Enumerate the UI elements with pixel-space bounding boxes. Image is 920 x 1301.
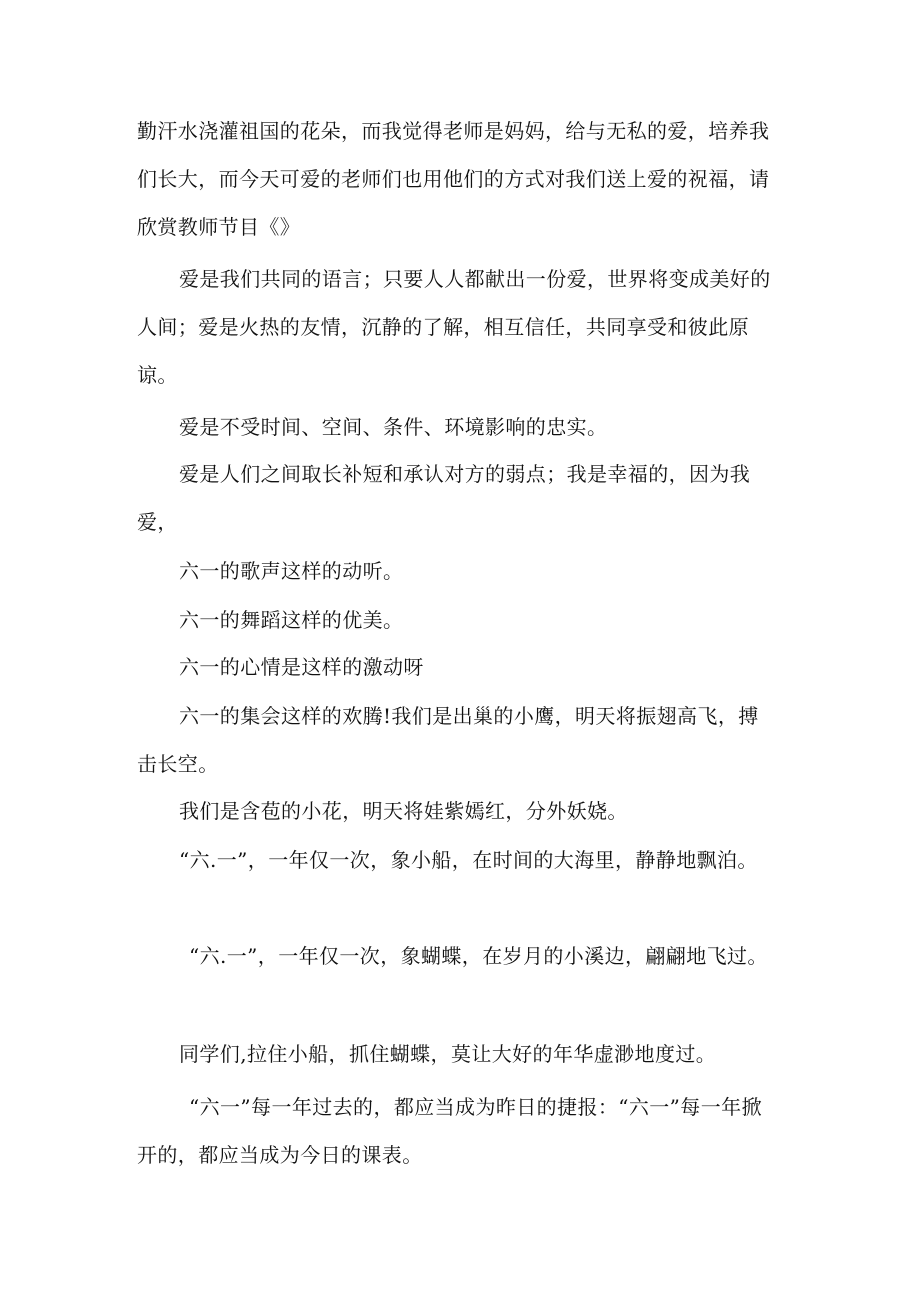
paragraph-10: “六.一”，一年仅一次，象小船，在时间的大海里，静静地飘泊。 xyxy=(179,848,758,872)
paragraph-4: 爱是人们之间取长补短和承认对方的弱点；我是幸福的，因为我爱， xyxy=(137,462,751,534)
paragraph-2: 爱是我们共同的语言；只要人人都献出一份爱，世界将变成美好的人间；爱是火热的友情，沉静的了解，相互信任，共同享受和彼此原谅。 xyxy=(137,267,771,387)
paragraph-9: 我们是含苞的小花，明天将娃紫嫣红，分外妖娆。 xyxy=(179,799,628,823)
paragraph-7: 六一的心情是这样的激动呀 xyxy=(179,655,424,679)
paragraph-12: 同学们,拉住小船，抓住蝴蝶，莫让大好的年华虚渺地度过。 xyxy=(179,1042,717,1066)
paragraph-13: “六一”每一年过去的，都应当成为昨日的捷报：“六一”每一年掀开的，都应当成为今日的课表。 xyxy=(137,1095,762,1167)
paragraph-1: 勤汗水浇灌祖国的花朵，而我觉得老师是妈妈，给与无私的爱，培养我们长大，而今天可爱的老师们也用他们的方式对我们送上爱的祝福，请欣赏教师节目《》 xyxy=(137,119,770,239)
paragraph-5: 六一的歌声这样的动听。 xyxy=(179,559,404,583)
paragraph-3: 爱是不受时间、空间、条件、环境影响的忠实。 xyxy=(179,415,608,439)
paragraph-6: 六一的舞蹈这样的优美。 xyxy=(179,608,404,632)
paragraph-8: 六一的集会这样的欢腾!我们是出巢的小鹰，明天将振翅高飞，搏击长空。 xyxy=(137,704,759,776)
paragraph-11: “六.一”，一年仅一次，象蝴蝶，在岁月的小溪边，翩翩地飞过。 xyxy=(189,944,768,968)
